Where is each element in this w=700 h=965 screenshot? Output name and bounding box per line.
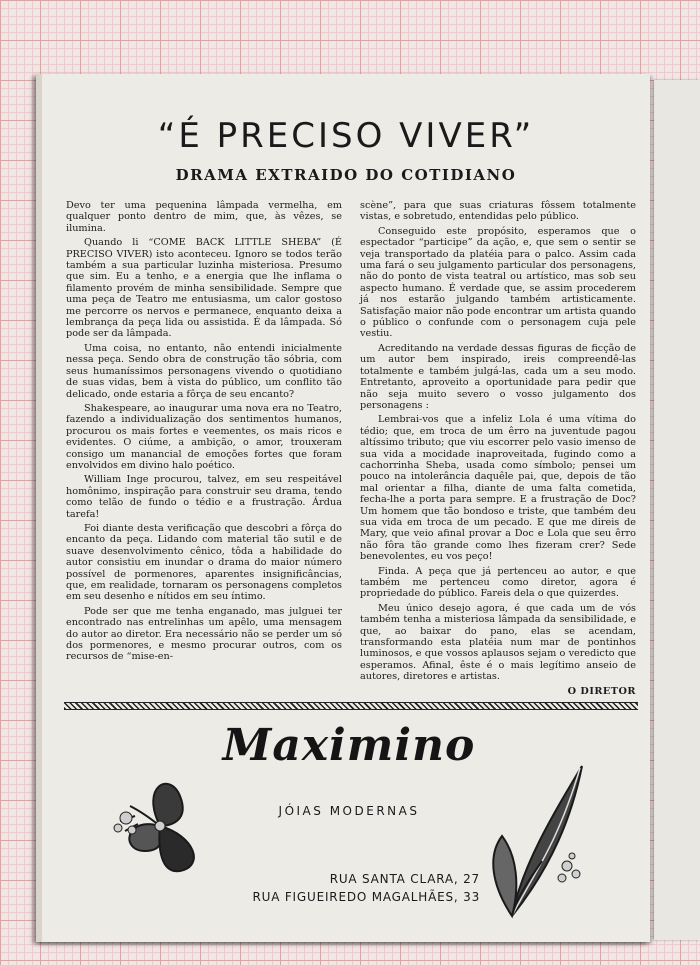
address-line-1: RUA SANTA CLARA, 27 [329, 872, 480, 886]
adjacent-page-edge [654, 80, 700, 940]
signature: O DIRETOR [567, 685, 636, 697]
right-column [360, 200, 636, 697]
paragraph: Foi diante desta verificação que descobri a fôrça do encanto da peça. Lidando com material tão sutil e de suave desenvolvimento cênico, tôda a habilidade do autor consistiu em inundar o drama do maior número possível de pormenores, aparentes insignificâncias, que, em realidade, tornaram os personagens completos em seu desenho e nítidos em seu íntimo. [66, 522, 342, 603]
article-subtitle: DRAMA EXTRAIDO DO COTIDIANO [175, 166, 517, 184]
paragraph: scène”, para que suas criaturas fôssem totalmente vistas, e sobretudo, entendidas pelo público. [360, 200, 636, 223]
article-body [66, 200, 636, 697]
leaf-brooch-icon [472, 756, 592, 926]
address-line-2: RUA FIGUEIREDO MAGALHÃES, 33 [252, 890, 480, 904]
paragraph: Meu único desejo agora, é que cada um de vós também tenha a misteriosa lâmpada da sensibilidade, e que, ao baixar do pano, elas se acendam, transformando esta platéia num mar de pontinhos luminosos, e que vossos aplausos sejam o veredicto que esperamos. Afinal, êste é o mais legítimo anseio de autores, diretores e artistas. [360, 602, 636, 683]
paragraph: Acreditando na verdade dessas figuras de ficção de um autor bem inspirado, ireis compreendê-las totalmente e também julgá-las, cada um a seu modo. Entretanto, aproveito a oportunidade para pedir que não seja muito severo o vosso julgamento dos personagens : [360, 342, 636, 411]
paragraph: Finda. A peça que já pertenceu ao autor, e que também me pertenceu como diretor, agora é propriedade do público. Fareis dela o que quizerdes. [360, 565, 636, 600]
paragraph: Pode ser que me tenha enganado, mas julguei ter encontrado nas entrelinhas um apêlo, uma mensagem do autor ao diretor. Era necessário não se perder um só dos pormenores, e mesmo procurar outros, com os recursos de “mise-en- [66, 605, 342, 663]
paragraph: Uma coisa, no entanto, não entendi inicialmente nessa peça. Sendo obra de construção tão sóbria, com seus humaníssimos personagens vivendo o quotidiano de suas vidas, bem à vista do público, um conflito tão delicado, onde estaria a fôrça de seu encanto? [66, 342, 342, 400]
program-page [36, 74, 650, 942]
floral-brooch-icon [100, 766, 220, 886]
ad-tagline: JÓIAS MODERNAS [278, 804, 420, 818]
paragraph: Devo ter uma pequenina lâmpada vermelha, em qualquer ponto dentro de mim, que, às vêzes, se ilumina. [66, 200, 342, 234]
left-column [66, 200, 342, 692]
paragraph: Quando li “COME BACK LITTLE SHEBA” (É PRECISO VIVER) isto aconteceu. Ignoro se todos terão também a sua particular luzinha misteriosa. Presumo que sim. Eu a tenho, e a energia que lhe inflama o filamento provém de minha sensibilidade. Sempre que uma peça de Teatro me entusiasma, um calor gostoso me percorre os nervos e permanece, enquanto deixa a lembrança da peça lida ou assistida. É da lâmpada. Só pode ser da lâmpada. [66, 237, 342, 340]
paragraph: Lembrai-vos que a infeliz Lola é uma vítima do tédio; que, em troca de um êrro na juventude pagou altíssimo tributo; que viu escorrer pelo vasio imenso de sua vida a mocidade inaproveitada, fugindo como a cachorrinha Sheba, usada como símbolo; pensei um pouco na intolerância daquêle pai, que, depois de tão mal orientar a filha, diante de uma falta cometida, fecha-lhe a porta para sempre. E a frustração de Doc? Um homem que tão bondoso e triste, que também deu sua vida em troca de um pecado. E que me direis de Mary, que veio afinal provar a Doc e Lola que seu êrro não fôra tão grande como lhes fizeram crer? Sede benevolentes, eu vos peço! [360, 414, 636, 563]
article-title: “É PRECISO VIVER” [157, 116, 535, 156]
paragraph: Conseguido este propósito, esperamos que o espectador “participe” da ação, e, que sem o sentir se veja transportado da platéia para o palco. Assim cada uma fará o seu julgamento particular dos personagens, não do ponto de vista teatral ou artístico, mas sob seu aspecto humano. É verdade que, se assim procederem já nos estarão julgando também artisticamente. Satisfação maior não pode encontrar um artista quando o público o confunde com o personagem cuja pele vestiu. [360, 225, 636, 340]
brand-logo: Maximino [222, 720, 476, 771]
paragraph: Shakespeare, ao inaugurar uma nova era no Teatro, fazendo a individualização dos sentimentos humanos, procurou os mais fortes e veementes, os mais ricos e evidentes. O ciúme, a ambição, o amor, trouxeram consigo um manancial de emoções fortes que foram envolvidos em divino halo poético. [66, 402, 342, 471]
jewelry-advertisement [42, 714, 650, 942]
decorative-divider [64, 702, 638, 710]
paragraph: William Inge procurou, talvez, em seu respeitável homônimo, inspiração para construir seu drama, tendo como telão de fundo o tédio e a frustração. Árdua tarefa! [66, 474, 342, 520]
